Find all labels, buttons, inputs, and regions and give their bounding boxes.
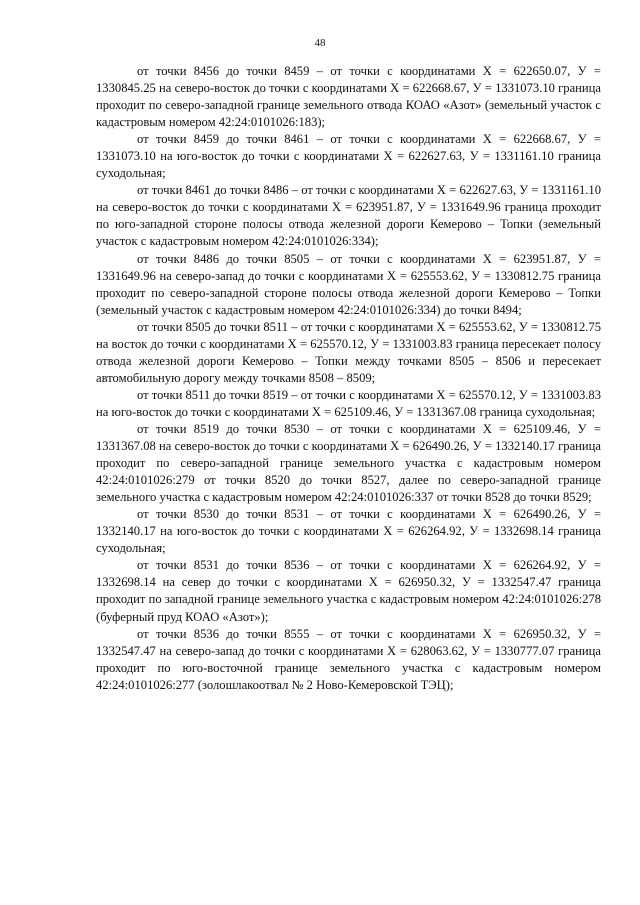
boundary-paragraph: от точки 8456 до точки 8459 – от точки с координатами Х = 622650.07, У = 1330845.25 на северо-восток до точки с координатами Х = 622668.67, У = 1331073.10 граница проходит по северо-западной границе земельного отвода КОАО «Азот» (земельный участок с кадастровым номером 42:24:0101026:183); — [96, 64, 601, 130]
boundary-paragraph: от точки 8486 до точки 8505 – от точки с координатами Х = 623951.87, У = 1331649.96 на северо-запад до точки с координатами Х = 625553.62, У = 1330812.75 граница проходит по северо-западной стороне полосы отвода железной дороги Кемерово – Топки (земельный участок с кадастровым номером 42:24:0101026:334) до точки 8494; — [96, 251, 601, 317]
boundary-paragraph: от точки 8531 до точки 8536 – от точки с координатами Х = 626264.92, У = 1332698.14 на север до точки с координатами Х = 626950.32, У = 1332547.47 граница проходит по западной границе земельного участка с кадастровым номером 42:24:0101026:278 (буферный пруд КОАО «Азот»); — [96, 558, 601, 624]
boundary-paragraph: от точки 8530 до точки 8531 – от точки с координатами Х = 626490.26, У = 1332140.17 на юго-восток до точки с координатами Х = 626264.92, У = 1332698.14 граница суходольная; — [96, 507, 601, 556]
boundary-paragraph: от точки 8505 до точки 8511 – от точки с координатами Х = 625553.62, У = 1330812.75 на восток до точки с координатами Х = 625570.12, У = 1331003.83 граница пересекает полосу отвода железной дороги Кемерово – Топки между точками 8505 – 8506 и пересекает автомобильную дорогу между точками 8508 – 8509; — [96, 319, 601, 385]
boundary-paragraph: от точки 8511 до точки 8519 – от точки с координатами Х = 625570.12, У = 1331003.83 на юго-восток до точки с координатами Х = 625109.46, У = 1331367.08 граница суходольная; — [96, 387, 601, 419]
page-number: 48 — [314, 37, 326, 49]
boundary-paragraph: от точки 8536 до точки 8555 – от точки с координатами Х = 626950.32, У = 1332547.47 на северо-запад до точки с координатами Х = 628063.62, У = 1330777.07 граница проходит по юго-восточной границе земельного участка с кадастровым номером 42:24:0101026:277 (золошлакоотвал № 2 Ново-Кемеровской ТЭЦ); — [96, 626, 601, 692]
boundary-paragraph: от точки 8459 до точки 8461 – от точки с координатами Х = 622668.67, У = 1331073.10 на юго-восток до точки с координатами Х = 622627.63, У = 1331161.10 граница суходольная; — [96, 132, 601, 181]
document-body — [96, 63, 601, 694]
boundary-paragraph: от точки 8461 до точки 8486 – от точки с координатами Х = 622627.63, У = 1331161.10 на северо-восток до точки с координатами Х = 623951.87, У = 1331649.96 граница проходит по юго-западной стороне полосы отвода железной дороги Кемерово – Топки (земельный участок с кадастровым номером 42:24:0101026:334); — [96, 183, 601, 249]
boundary-paragraph: от точки 8519 до точки 8530 – от точки с координатами Х = 625109.46, У = 1331367.08 на северо-восток до точки с координатами Х = 626490.26, У = 1332140.17 граница проходит по северо-западной границе земельного участка с кадастровым номером 42:24:0101026:279 от точки 8520 до точки 8527, далее по северо-западной границе земельного участка с кадастровым номером 42:24:0101026:337 от точки 8528 до точки 8529; — [96, 421, 601, 505]
